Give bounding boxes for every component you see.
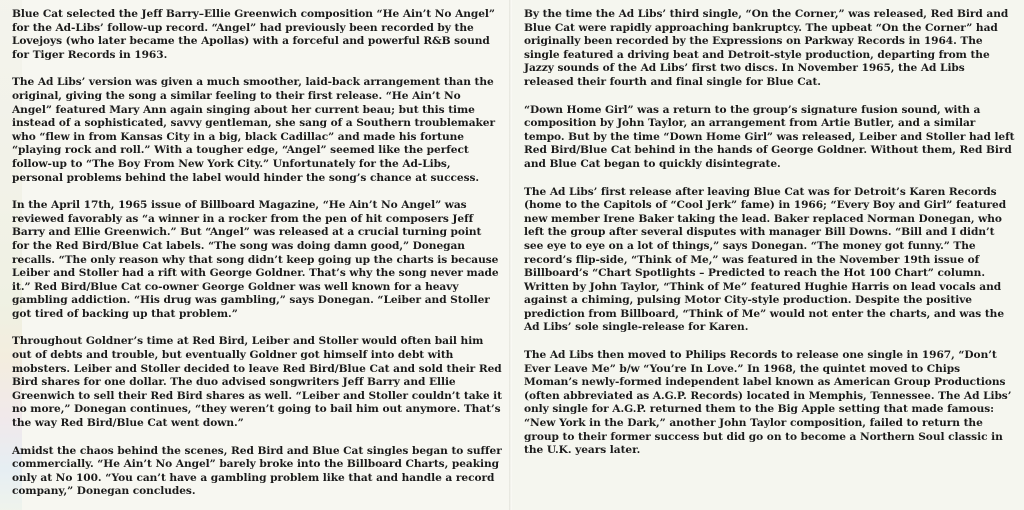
right-paragraph-2: “Down Home Girl” was a return to the group’s signature fusion sound, with a composition by John Taylor, an arrangement from Artie Butler, and a similar tempo. But by the time “Down Home Girl” was released, Leiber and Stoller had left Red Bird/Blue Cat behind in the hands of George Goldner. Without them, Red Bird and Blue Cat began to quickly disintegrate. <box>524 103 1015 170</box>
left-paragraph-2: The Ad Libs’ version was given a much smoother, laid-back arrangement than the original, giving the song a similar feeling to their first release. “He Ain’t No Angel” featured Mary Ann again singing about her current beau; but this time instead of a sophisticated, savvy gentleman, she sang of a Southern troublemaker who “flew in from Kansas City in a big, black Cadillac” and made his fortune “playing rock and roll.” With a tougher edge, “Angel” seemed like the perfect follow-up to “The Boy From New York City.” Unfortunately for the Ad-Libs, personal problems behind the label would hinder the song’s chance at success. <box>12 76 496 184</box>
right-paragraph-3: The Ad Libs’ first release after leaving Blue Cat was for Detroit’s Karen Records (home to the Capitols of “Cool Jerk” fame) in 1966; “Every Boy and Girl” featured new member Irene Baker taking the lead. Baker replaced Norman Donegan, who left the group after several disputes with manager Bill Downs. “Bill and I didn’t see eye to eye on a lot of things,” says Donegan. “The money got funny.” The record’s flip-side, “Think of Me,” was featured in the November 19th issue of Billboard’s “Chart Spotlights – Predicted to reach the Hot 100 Chart” column. Written by John Taylor, “Think of Me” featured Hughie Harris on lead vocals and against a chiming, pulsing Motor City-style production. Despite the positive prediction from Billboard, “Think of Me” would not enter the charts, and was the Ad Libs’ sole single-release for Karen. <box>524 185 1007 334</box>
right-paragraph-1: By the time the Ad Libs’ third single, “On the Corner,” was released, Red Bird and Blue Cat were rapidly approaching bankruptcy. The upbeat “On the Corner” had originally been recorded by the Expressions on Parkway Records in 1964. The single featured a driving beat and Detroit-style production, departing from the Jazzy sounds of the Ad Libs’ first two discs. In November 1965, the Ad Libs released their fourth and final single for Blue Cat. <box>524 8 1009 88</box>
left-paragraph-5: Amidst the chaos behind the scenes, Red Bird and Blue Cat singles began to suffer commercially. “He Ain’t No Angel” barely broke into the Billboard Charts, peaking only at No 100. “You can’t have a gambling problem like that and handle a record company,” Donegan concludes. <box>12 444 502 498</box>
left-page-text <box>12 8 502 510</box>
left-paragraph-1: Blue Cat selected the Jeff Barry–Ellie Greenwich composition “He Ain’t No Angel” for the Ad-Libs’ follow-up record. “Angel” had previously been recorded by the Lovejoys (who later became the Apollas) with a forceful and powerful R&B sound for Tiger Records in 1963. <box>12 8 495 61</box>
left-paragraph-3: In the April 17th, 1965 issue of Billboard Magazine, “He Ain’t No Angel” was reviewed favorably as “a winner in a rocker from the pen of hit composers Jeff Barry and Ellie Greenwich.” But “Angel” was released at a crucial turning point for the Red Bird/Blue Cat labels. “The song was doing damn good,” Donegan recalls. “The only reason why that song didn’t keep going up the charts is because Leiber and Stoller had a rift with George Goldner. That’s why the song never made it.” Red Bird/Blue Cat co-owner George Goldner was well known for a heavy gambling addiction. “His drug was gambling,” says Donegan. “Leiber and Stoller got tired of backing up that problem.” <box>12 199 499 320</box>
right-page-text <box>524 8 1016 472</box>
left-paragraph-4: Throughout Goldner’s time at Red Bird, Leiber and Stoller would often bail him out of debts and trouble, but eventually Goldner got himself into debt with mobsters. Leiber and Stoller decided to leave Red Bird/Blue Cat and sold their Red Bird shares for one dollar. The duo advised songwriters Jeff Barry and Ellie Greenwich to sell their Red Bird shares as well. “Leiber and Stoller couldn’t take it no more,” Donegan continues, “they weren’t going to bail him out anymore. That’s the way Red Bird/Blue Cat went down.” <box>12 335 502 430</box>
right-paragraph-4: The Ad Libs then moved to Philips Records to release one single in 1967, “Don’t Ever Leave Me” b/w “You’re In Love.” In 1968, the quintet moved to Chips Moman’s newly-formed independent label known as American Group Productions (often abbreviated as A.G.P. Records) located in Memphis, Tennessee. The Ad Libs’ only single for A.G.P. returned them to the Big Apple setting that made famous: “New York in the Dark,” another John Taylor composition, failed to return the group to their former success but did go on to become a Northern Soul classic in the U.K. years later. <box>524 349 1012 457</box>
right-page <box>512 0 1024 510</box>
